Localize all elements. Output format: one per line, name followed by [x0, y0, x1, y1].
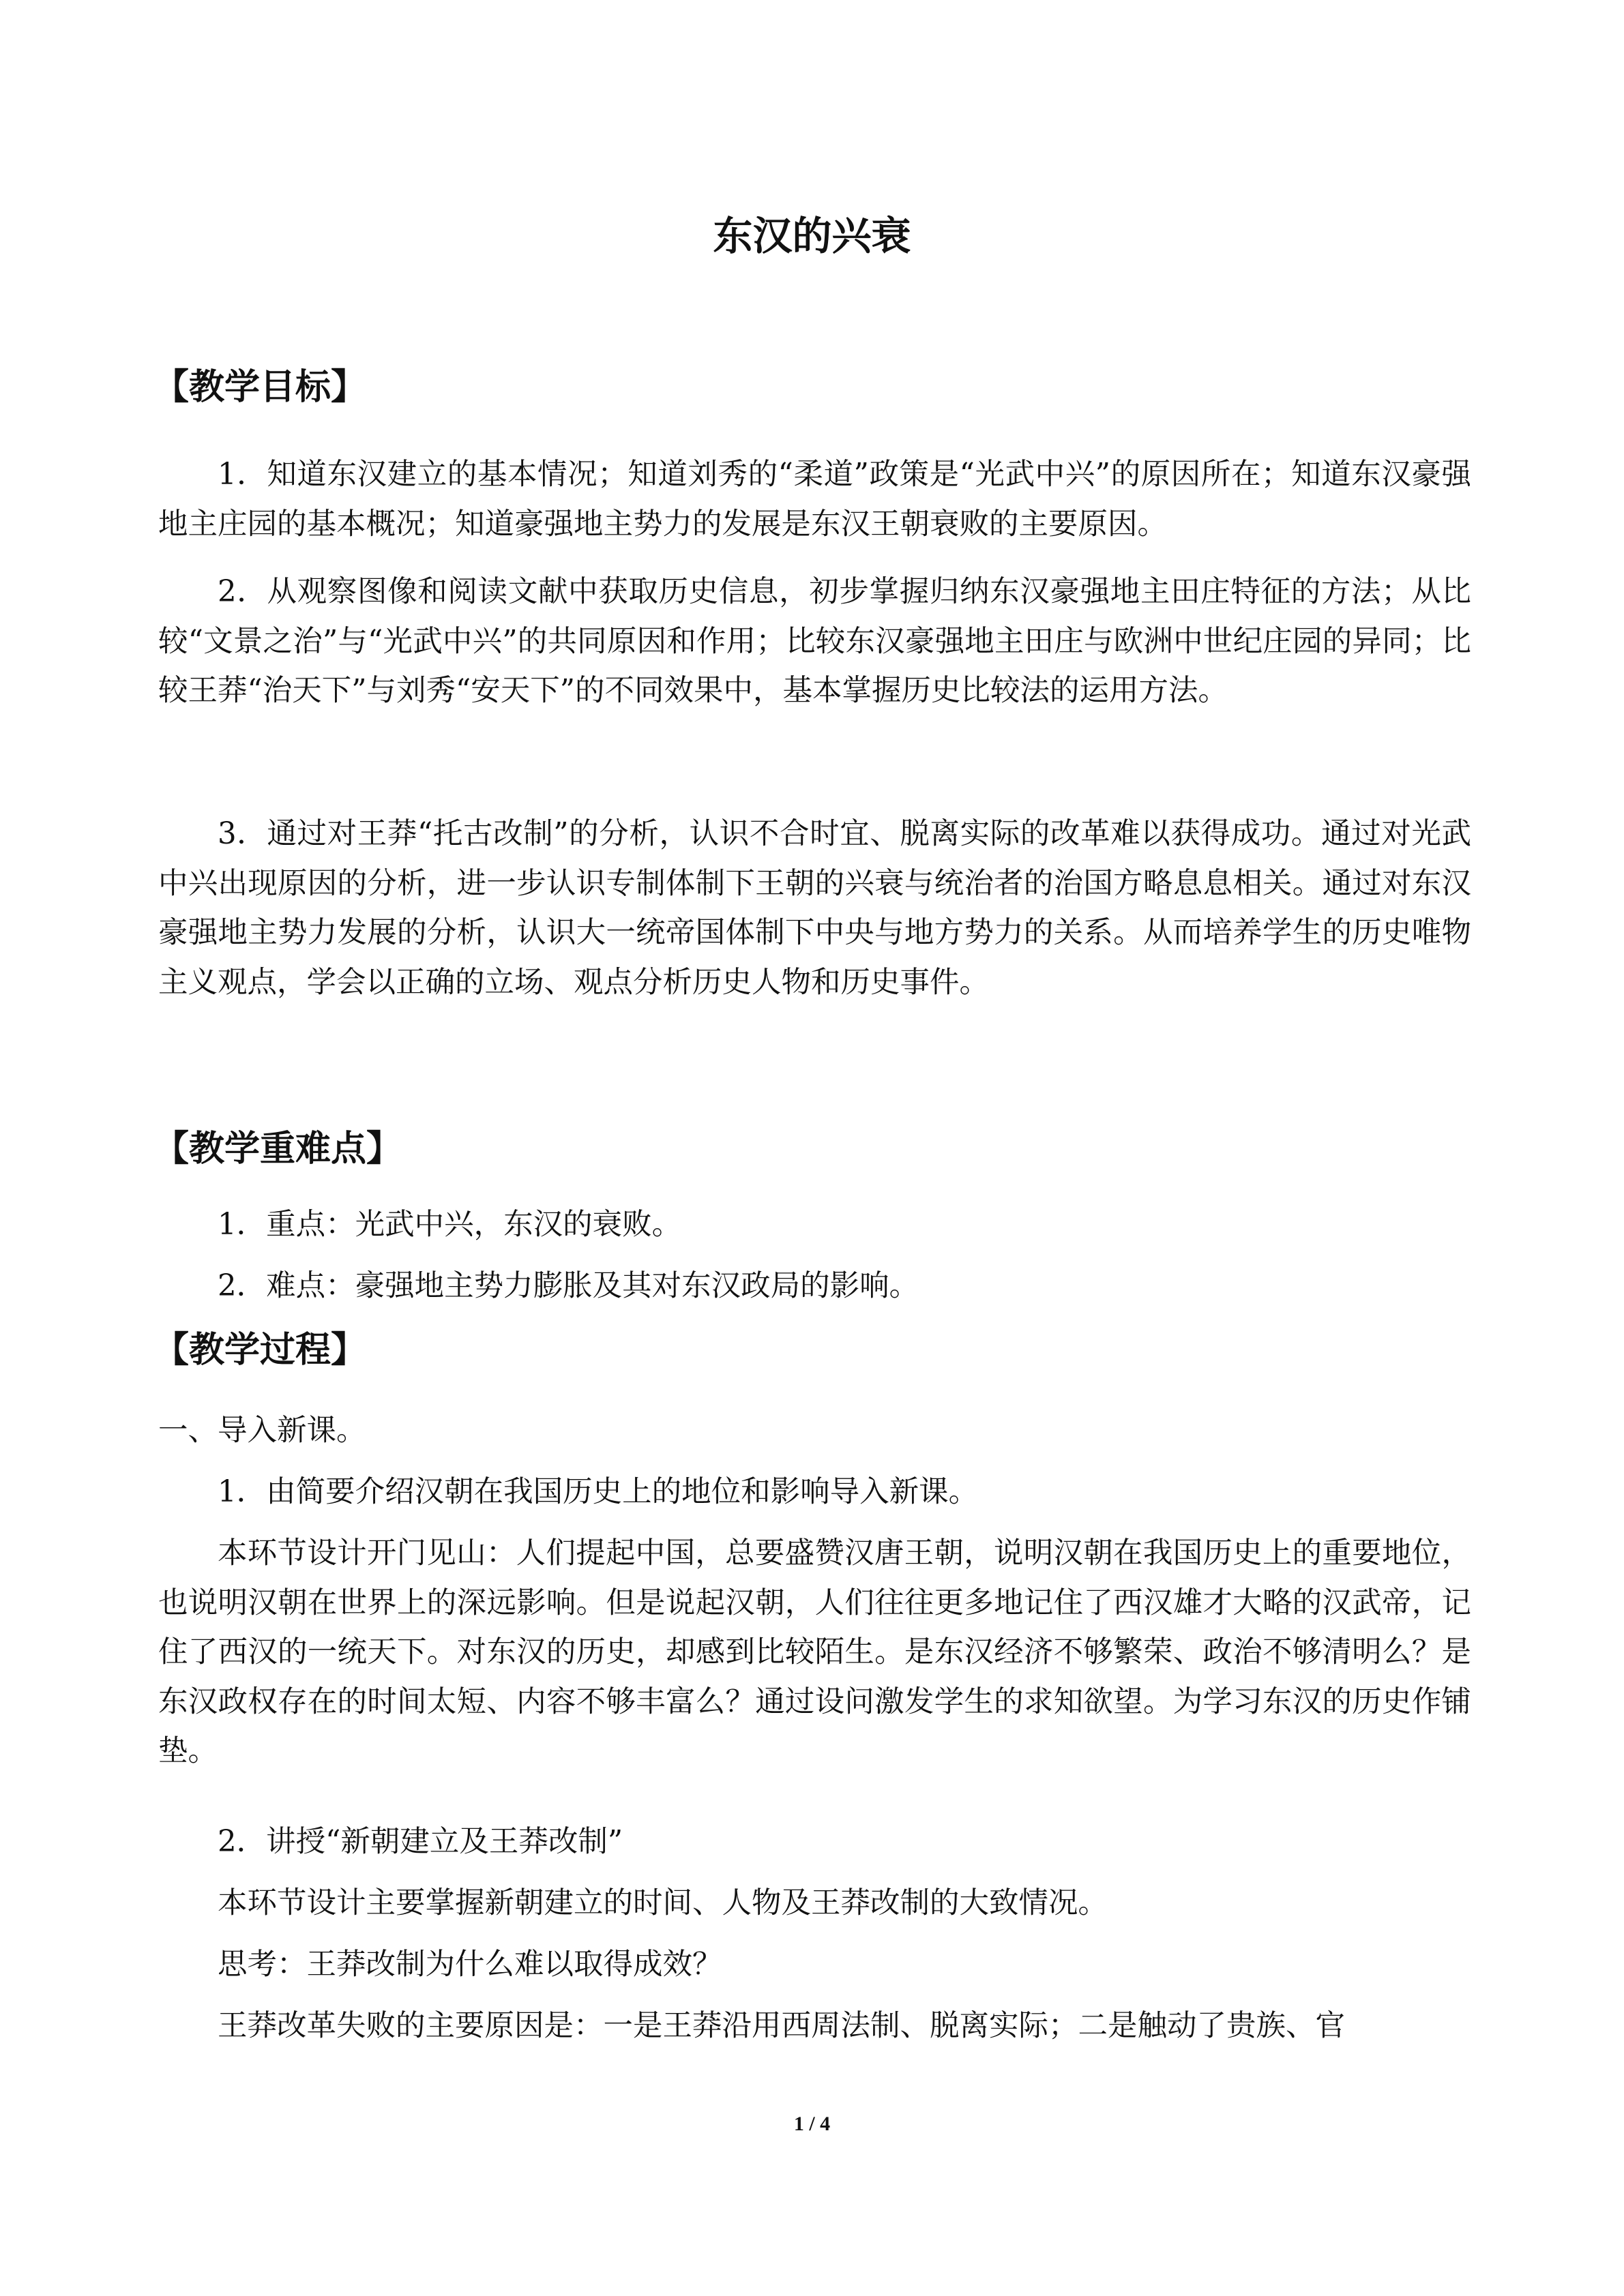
page-title: 东汉的兴衰	[713, 213, 911, 259]
process-paragraph-3: 2．讲授“新朝建立及王莽改制”	[218, 1825, 623, 1859]
objective-item-2: 2．从观察图像和阅读文献中获取历史信息，初步掌握归纳东汉豪强地主田庄特征的方法；从比较“文景之治”与“光武中兴”的共同原因和作用；比较东汉豪强地主田庄与欧洲中世纪庄园的异同；比较王莽“治天下”与刘秀“安天下”的不同效果中，基本掌握历史比较法的运用方法。	[158, 575, 1471, 708]
key-point-item-2: 2．难点：豪强地主势力膨胀及其对东汉政局的影响。	[218, 1269, 919, 1303]
section-heading-key-points: 【教学重难点】	[153, 1129, 402, 1169]
process-paragraph-1: 1．由简要介绍汉朝在我国历史上的地位和影响导入新课。	[218, 1475, 979, 1509]
section-heading-objectives: 【教学目标】	[153, 367, 367, 408]
section-heading-process: 【教学过程】	[153, 1330, 367, 1371]
process-paragraph-2: 本环节设计开门见山：人们提起中国，总要盛赞汉唐王朝，说明汉朝在我国历史上的重要地位，也说明汉朝在世界上的深远影响。但是说起汉朝，人们往往更多地记住了西汉雄才大略的汉武帝，记住了西汉的一统天下。对东汉的历史，却感到比较陌生。是东汉经济不够繁荣、政治不够清明么？是东汉政权存在的时间太短、内容不够丰富么？通过设问激发学生的求知欲望。为学习东汉的历史作铺垫。	[158, 1536, 1471, 1768]
process-paragraph-6: 王莽改革失败的主要原因是：一是王莽沿用西周法制、脱离实际；二是触动了贵族、官	[218, 2009, 1345, 2043]
page-number: 1 / 4	[793, 2113, 831, 2135]
process-paragraph-5: 思考：王莽改制为什么难以取得成效？	[218, 1948, 722, 1982]
key-point-item-1: 1．重点：光武中兴，东汉的衰败。	[218, 1208, 682, 1242]
process-paragraph-4: 本环节设计主要掌握新朝建立的时间、人物及王莽改制的大致情况。	[218, 1886, 1108, 1920]
process-step-1: 一、导入新课。	[158, 1414, 366, 1448]
objective-item-3: 3．通过对王莽“托古改制”的分析，认识不合时宜、脱离实际的改革难以获得成功。通过对光武中兴出现原因的分析，进一步认识专制体制下王朝的兴衰与统治者的治国方略息息相关。通过对东汉豪强地主势力发展的分析，认识大一统帝国体制下中央与地方势力的关系。从而培养学生的历史唯物主义观点，学会以正确的立场、观点分析历史人物和历史事件。	[158, 817, 1471, 1000]
objective-item-1: 1．知道东汉建立的基本情况；知道刘秀的“柔道”政策是“光武中兴”的原因所在；知道东汉豪强地主庄园的基本概况；知道豪强地主势力的发展是东汉王朝衰败的主要原因。	[158, 458, 1471, 541]
